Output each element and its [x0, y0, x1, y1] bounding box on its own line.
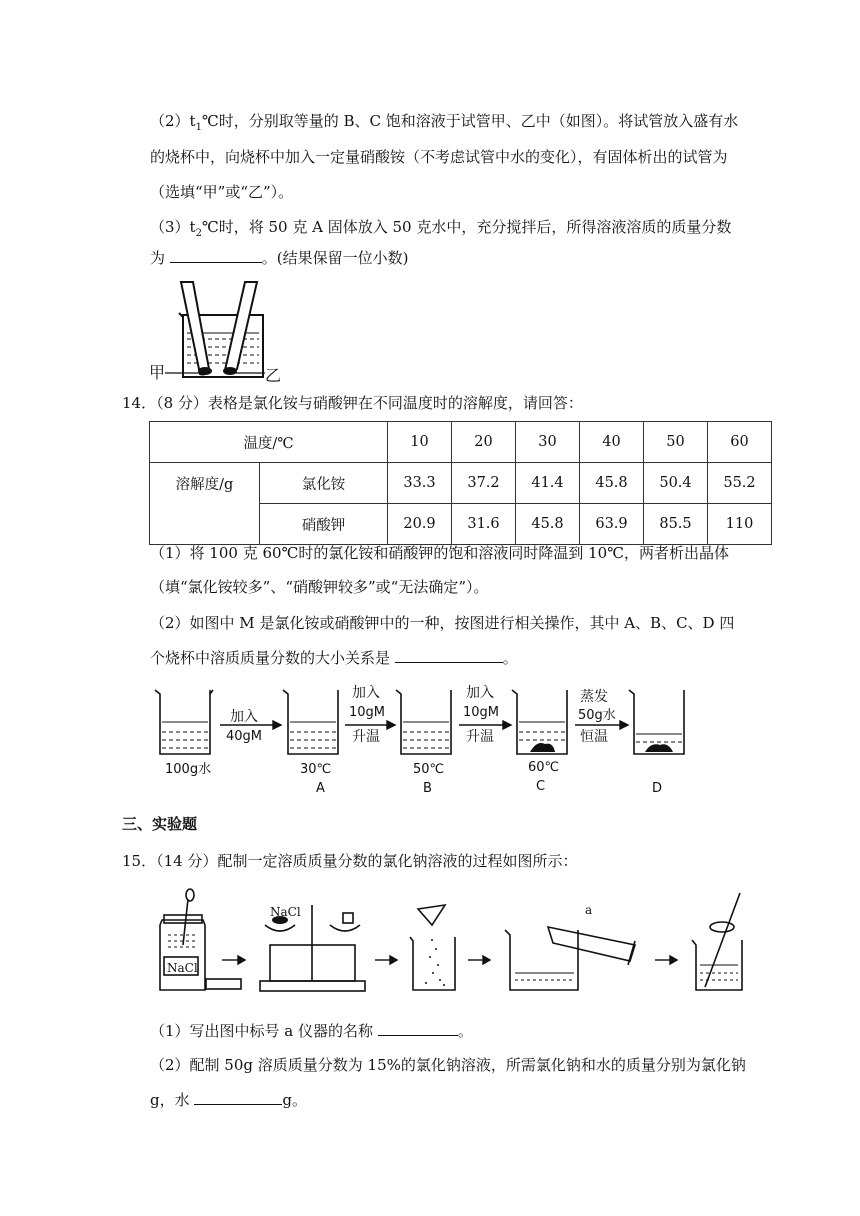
nacl-label: NaCl [270, 905, 301, 919]
table-cell: 45.8 [580, 463, 644, 504]
temp-b: 50℃ [413, 762, 445, 777]
water-label: 100g水 [165, 762, 212, 777]
table-cell: 55.2 [708, 463, 772, 504]
q14-title: 14．（8 分）表格是氯化铵与硝酸钾在不同温度时的溶解度，请回答： [122, 394, 583, 412]
label-a: A [316, 781, 325, 796]
step2-top2: 10gM [349, 705, 386, 720]
q15-part2-line1: （2）配制 50g 溶质质量分数为 15%的氯化钠溶液，所需氯化钠和水的质量分别为氯化钠 [150, 1056, 746, 1074]
step2-top1: 加入 [352, 685, 380, 701]
step4-top2: 50g水 [578, 708, 616, 723]
tube-label-jia: 甲 [149, 363, 166, 382]
q15-title: 15．（14 分）配制一定溶质质量分数的氯化钠溶液的过程如图所示： [122, 852, 578, 870]
q13-part2-line3: （选填“甲”或“乙”）。 [150, 183, 294, 201]
bottle-label: NaCl [167, 961, 198, 975]
temp-cell: 20 [452, 422, 516, 463]
step2-bottom: 升温 [352, 729, 380, 745]
step1-top: 加入 [230, 709, 258, 725]
label-c: C [536, 779, 546, 794]
q14-part1-line2: （填“氯化铵较多”、“硝酸钾较多”或“无法确定”）。 [150, 578, 489, 596]
q15-part1: （1）写出图中标号 a 仪器的名称 。 [150, 1022, 473, 1040]
solubility-group-label: 溶解度/g [150, 463, 260, 545]
temp-cell: 50 [644, 422, 708, 463]
table-header-row [150, 422, 772, 463]
row-name: 氯化铵 [260, 463, 388, 504]
table-cell: 50.4 [644, 463, 708, 504]
temp-cell: 40 [580, 422, 644, 463]
q15-part2-line2: g，水 g。 [150, 1091, 307, 1109]
step1-bottom: 40gM [226, 729, 263, 744]
table-row [150, 463, 772, 504]
row-name: 硝酸钾 [260, 504, 388, 545]
table-cell: 45.8 [516, 504, 580, 545]
table-cell: 37.2 [452, 463, 516, 504]
solution-prep-figure [150, 885, 770, 1000]
temp-c: 60℃ [528, 760, 560, 775]
label-d: D [652, 781, 663, 796]
table-cell: 31.6 [452, 504, 516, 545]
answer-blank[interactable] [395, 648, 503, 663]
step3-bottom: 升温 [466, 729, 494, 745]
q14-part1-line1: （1）将 100 克 60℃时的氯化铵和硝酸钾的饱和溶液同时降温到 10℃，两者析出晶体 [150, 544, 729, 562]
q13-part3-line1: $(3)t_2℃$时，将 50 克 A 固体放入 50 克水中，充分搅拌后，所得溶液溶质的质量分数 [150, 218, 732, 239]
step3-top1: 加入 [466, 685, 494, 701]
step3-top2: 10gM [463, 705, 500, 720]
temp-cell: 30 [516, 422, 580, 463]
table-cell: 110 [708, 504, 772, 545]
table-cell: 63.9 [580, 504, 644, 545]
mark-a: a [585, 903, 593, 917]
temp-cell: 10 [388, 422, 452, 463]
step4-bottom: 恒温 [580, 729, 608, 745]
answer-blank[interactable] [170, 248, 262, 263]
tube-label-yi: 乙 [265, 366, 282, 385]
section-title: 三、实验题 [122, 815, 198, 833]
table-cell: 20.9 [388, 504, 452, 545]
temp-cell: 60 [708, 422, 772, 463]
answer-blank[interactable] [378, 1021, 458, 1036]
temp-a: 30℃ [300, 762, 332, 777]
q13-part2-line2: 的烧杯中，向烧杯中加入一定量硝酸铵（不考虑试管中水的变化），有固体析出的试管为 [150, 148, 728, 166]
q13-part3-line2: 为 。(结果保留一位小数) [150, 249, 409, 267]
q13-part2-line1: $(2)t_1℃$时，分别取等量的 B、C 饱和溶液于试管甲、乙中（如图）。将试管放入盛有水 [150, 112, 739, 133]
q14-part2-line2: 个烧杯中溶质质量分数的大小关系是 。 [150, 649, 518, 667]
answer-blank[interactable] [194, 1090, 282, 1105]
table-cell: 41.4 [516, 463, 580, 504]
table-cell: 85.5 [644, 504, 708, 545]
table-cell: 33.3 [388, 463, 452, 504]
label-b: B [423, 781, 432, 796]
step4-top1: 蒸发 [580, 689, 608, 705]
test-tube-beaker-figure [145, 277, 285, 385]
temp-header: 温度/℃ [150, 422, 388, 463]
q14-part2-line1: （2）如图中 M 是氯化铵或硝酸钾中的一种，按图进行相关操作，其中 A、B、C、D 四 [150, 614, 735, 632]
solubility-table [149, 421, 772, 545]
